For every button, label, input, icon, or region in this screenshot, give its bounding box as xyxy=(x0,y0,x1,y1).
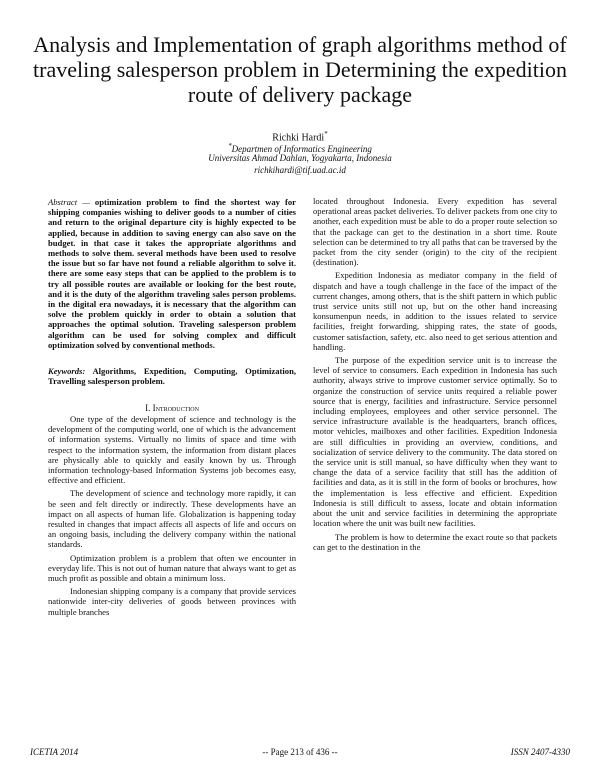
body-paragraph: Optimization problem is a problem that often we encounter in everyday life. This is not out of human nature that always want to get as much profit as possible and obtain a minimum loss. xyxy=(48,552,296,584)
body-paragraph: One type of the development of science and technology is the development of the computing world, one of which is the advancement of information systems. Virtually no limits of space and time with respect to the information system, the information from distant places are physically able to quickly and easily known by us. Through information technology-based Information Systems job becomes easy, effective and efficient. xyxy=(48,414,296,486)
body-paragraph: The development of science and technology more rapidly, it can be seen and felt directly or indirectly. These developments have an impact on all aspects of human life. Globalization is happening today resulted in changes that impact affects all aspects of life and occurs on an ongoing basis, including the delivery company within the national standards. xyxy=(48,488,296,550)
footer-page-number: -- Page 213 of 436 -- xyxy=(262,747,338,757)
affiliation-university: Universitas Ahmad Dahlan, Yogyakarta, Indonesia xyxy=(208,153,392,163)
author-mark: * xyxy=(324,130,328,138)
department-mark: * xyxy=(228,142,232,150)
keywords-label: Keywords: xyxy=(48,366,86,376)
right-column-body xyxy=(313,196,557,555)
abstract xyxy=(48,197,296,350)
body-paragraph: The purpose of the expedition service unit is to increase the level of service to consumers. Each expedition in Indonesia has such authority, always strive to improve customer service optimally. So to organize the construction of service units required a reliable power source that is energy, facilities and infrastructure. Service personnel including employees, employees and other service personnel. The service infrastructure available is the headquarters, branch offices, motor vehicles, mailboxes and other facilities. Expedition Indonesia are still difficulties in providing an overview, conditions, and socialization of service delivery to the community. The data stored on the service unit is still manual, so have difficulty when they want to change the data of a service facility that still has the addition of facilities and data, as it is still in the form of books or brochures, how the implementation is less effective and efficient. Expedition Indonesia is still difficult to assess, locate and obtain information about the unit and service facilities in determining the appropriate location where the unit was built new facilities. xyxy=(313,355,557,529)
affiliation-department: Departmen of Informatics Engineering xyxy=(231,144,372,154)
author-name: Richki Hardi xyxy=(272,132,325,144)
section-title: Introduction xyxy=(152,403,199,413)
paper-title: Analysis and Implementation of graph algorithms method of traveling salesperson problem in Determining the expedition route of delivery package xyxy=(33,32,567,107)
keywords xyxy=(48,366,296,386)
footer-conference: ICETIA 2014 xyxy=(30,747,79,757)
keywords-text: Algorithms, Expedition, Computing, Optimization, Travelling salesperson problem. xyxy=(48,366,296,387)
abstract-label: Abstract — xyxy=(48,197,90,207)
body-paragraph-continued: located throughout Indonesia. Every expedition has several operational areas packet deliveries. To deliver packets from one city to another, each expedition must be able to do a proper route selection so that the package can get to the destination in a short time. Route selection can be determined to try all paths that can be traversed by the packet from the city sender (origin) to the city of the recipient (destination). xyxy=(313,196,557,268)
body-paragraph: Indonesian shipping company is a company that provide services nationwide inter-city deliveries of goods between provinces with multiple branches xyxy=(48,586,296,617)
section-number: I. xyxy=(145,403,151,413)
footer-issn: ISSN 2407-4330 xyxy=(510,747,570,757)
left-column-body xyxy=(48,414,296,620)
section-heading xyxy=(48,403,296,413)
abstract-text: optimization problem to find the shortest way for shipping companies wishing to deliver goods to a number of cities and return to the original departure city is highly expected to be applied, because in addition to saving energy can also save on the budget. in that case it takes the appropriate algorithms and methods to solve them. several methods have been used to resolve the issue but so far have not found a reliable algorithm to solve it. there are some easy steps that can be applied to the problem is to try all possible routes are available or looking for the best route, and it is the duty of the algorithm traveling sales person problems. in the digital era nowadays, it is necessary that the algorithm can solve the problem quickly in order to obtain a solution that approaches the optimal solution. Traveling salesperson problem algorithm can be used for solving complex and difficult optimization solved by conventional methods. xyxy=(48,197,296,350)
body-paragraph: The problem is how to determine the exact route so that packets can get to the destination in the xyxy=(313,531,557,552)
author-email: richkihardi@tif.uad.ac.id xyxy=(254,165,346,175)
body-paragraph: Expedition Indonesia as mediator company in the field of dispatch and have a tough challenge in the face of the impact of the current changes, among others, that is the shift pattern in which public trust service units still not up, but on the other hand increasing konsumenpun needs, in addition to the issues related to service facilities, freight forwarding, shipping rates, the state of goods, customer satisfaction, safety, etc. also need to get serious attention and handling. xyxy=(313,270,557,352)
